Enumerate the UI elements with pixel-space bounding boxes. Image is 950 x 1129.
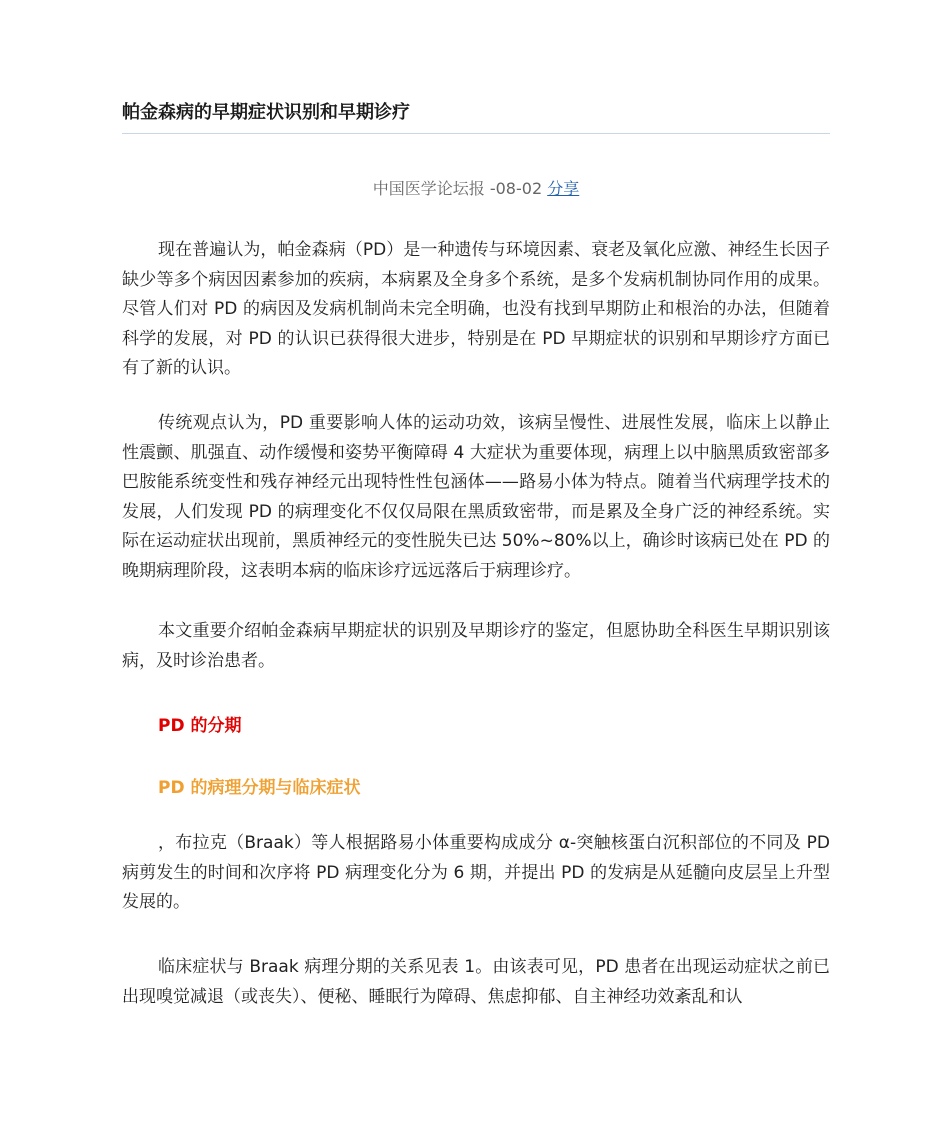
paragraph-clinical-symptoms: 临床症状与 Braak 病理分期的关系见表 1。由该表可见，PD 患者在出现运动症状之前已出现嗅觉减退（或丧失）、便秘、睡眠行为障碍、焦虑抑郁、自主神经功效紊乱和认 — [122, 957, 830, 1007]
subsection-heading-pathology: PD 的病理分期与临床症状 — [158, 778, 361, 798]
section-heading-staging: PD 的分期 — [158, 716, 242, 736]
article-source: 中国医学论坛报 -08-02 — [372, 179, 548, 198]
article-title: 帕金森病的早期症状识别和早期诊疗 — [122, 102, 410, 123]
title-divider — [122, 133, 830, 134]
paragraph-traditional-view: 传统观点认为，PD 重要影响人体的运动功效，该病呈慢性、进展性发展，临床上以静止性震颤、肌强直、动作缓慢和姿势平衡障碍 4 大症状为重要体现，病理上以中脑黑质致密部多巴胺能系统变性和残存神经元出现特性性包涵体——路易小体为特点。随着当代病理学技术的发展，人们发现 PD 的病理变化不仅仅局限在黑质致密带，而是累及全身广泛的神经系统。实际在运动症状出现前，黑质神经元的变性脱失已达 50%~80%以上，确诊时该病已处在 PD 的晚期病理阶段，这表明本病的临床诊疗远远落后于病理诊疗。 — [122, 413, 830, 581]
paragraph-braak: ，布拉克（Braak）等人根据路易小体重要构成成分 α-突触核蛋白沉积部位的不同及 PD 病剪发生的时间和次序将 PD 病理变化分为 6 期，并提出 PD 的发病是从延髓向皮层呈上升型发展的。 — [122, 833, 830, 912]
article-meta — [122, 176, 830, 199]
paragraph-purpose: 本文重要介绍帕金森病早期症状的识别及早期诊疗的鉴定，但愿协助全科医生早期识别该病，及时诊治患者。 — [122, 621, 830, 671]
share-link[interactable]: 分享 — [547, 179, 580, 198]
paragraph-intro: 现在普遍认为，帕金森病（PD）是一种遗传与环境因素、衰老及氧化应激、神经生长因子缺少等多个病因因素参加的疾病，本病累及全身多个系统，是多个发病机制协同作用的成果。尽管人们对 PD 的病因及发病机制尚未完全明确，也没有找到早期防止和根治的办法，但随着科学的发展，对 PD 的认识已获得很大进步，特别是在 PD 早期症状的识别和早期诊疗方面已有了新的认识。 — [122, 240, 830, 378]
